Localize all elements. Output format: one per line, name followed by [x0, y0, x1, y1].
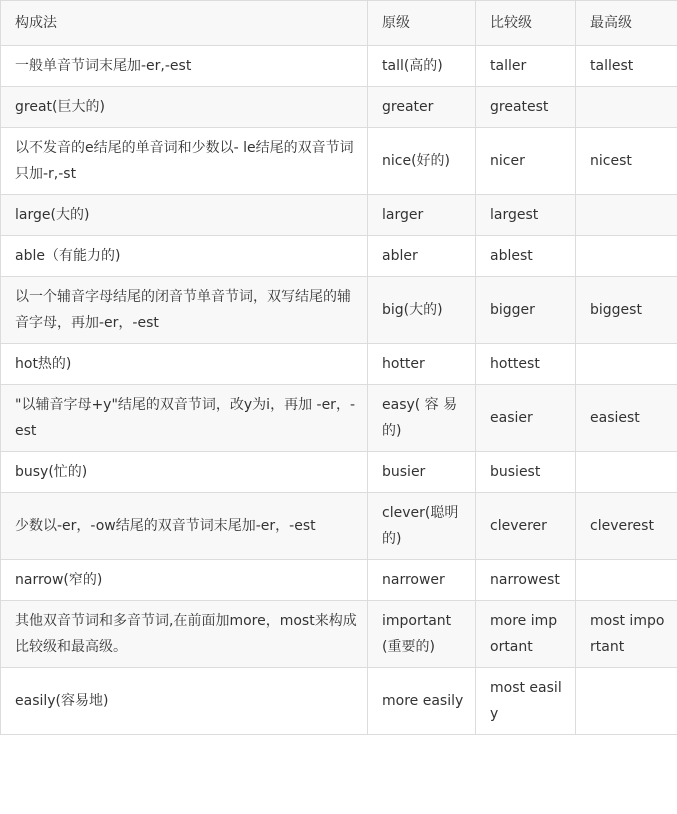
- cell-superlative: easiest: [576, 385, 677, 452]
- cell-positive: easy( 容 易 的): [368, 385, 476, 452]
- cell-positive: abler: [368, 236, 476, 277]
- cell-comparative: busiest: [476, 452, 576, 493]
- header-comparative: 比较级: [476, 1, 576, 46]
- cell-positive: hotter: [368, 344, 476, 385]
- cell-formation: great(巨大的): [1, 87, 368, 128]
- cell-positive: larger: [368, 195, 476, 236]
- cell-formation: able（有能力的): [1, 236, 368, 277]
- cell-positive: busier: [368, 452, 476, 493]
- cell-formation: hot热的): [1, 344, 368, 385]
- cell-superlative: tallest: [576, 46, 677, 87]
- header-superlative: 最高级: [576, 1, 677, 46]
- cell-formation: "以辅音字母+y"结尾的双音节词，改y为i，再加 -er，-est: [1, 385, 368, 452]
- cell-formation: narrow(窄的): [1, 560, 368, 601]
- cell-formation: easily(容易地): [1, 668, 368, 735]
- cell-comparative: bigger: [476, 277, 576, 344]
- cell-formation: 一般单音节词末尾加-er,-est: [1, 46, 368, 87]
- cell-comparative: nicer: [476, 128, 576, 195]
- cell-superlative: [576, 344, 677, 385]
- table-row: [1, 344, 677, 385]
- cell-positive: greater: [368, 87, 476, 128]
- cell-superlative: cleverest: [576, 493, 677, 560]
- table-row: [1, 493, 677, 560]
- table-row: [1, 385, 677, 452]
- cell-superlative: biggest: [576, 277, 677, 344]
- cell-formation: busy(忙的): [1, 452, 368, 493]
- table-row: [1, 601, 677, 668]
- cell-comparative: most easily: [476, 668, 576, 735]
- cell-superlative: [576, 87, 677, 128]
- cell-comparative: taller: [476, 46, 576, 87]
- table-row: [1, 277, 677, 344]
- cell-formation: 少数以-er，-ow结尾的双音节词末尾加-er，-est: [1, 493, 368, 560]
- cell-comparative: hottest: [476, 344, 576, 385]
- cell-superlative: [576, 195, 677, 236]
- header-positive: 原级: [368, 1, 476, 46]
- cell-comparative: narrowest: [476, 560, 576, 601]
- table-row: [1, 87, 677, 128]
- cell-positive: big(大的): [368, 277, 476, 344]
- cell-comparative: more important: [476, 601, 576, 668]
- cell-comparative: easier: [476, 385, 576, 452]
- cell-superlative: nicest: [576, 128, 677, 195]
- cell-comparative: greatest: [476, 87, 576, 128]
- cell-formation: 以不发音的e结尾的单音词和少数以- le结尾的双音节词只加-r,-st: [1, 128, 368, 195]
- cell-formation: 其他双音节词和多音节词,在前面加more，most来构成比较级和最高级。: [1, 601, 368, 668]
- table-row: [1, 46, 677, 87]
- cell-positive: more easily: [368, 668, 476, 735]
- table-body: [1, 46, 677, 735]
- table-row: [1, 668, 677, 735]
- table-row: [1, 128, 677, 195]
- header-row: [1, 1, 677, 46]
- cell-positive: tall(高的): [368, 46, 476, 87]
- cell-formation: large(大的): [1, 195, 368, 236]
- cell-superlative: [576, 236, 677, 277]
- cell-comparative: ablest: [476, 236, 576, 277]
- header-formation: 构成法: [1, 1, 368, 46]
- cell-positive: important (重要的): [368, 601, 476, 668]
- cell-comparative: largest: [476, 195, 576, 236]
- cell-positive: nice(好的): [368, 128, 476, 195]
- cell-superlative: [576, 452, 677, 493]
- table-row: [1, 452, 677, 493]
- cell-comparative: cleverer: [476, 493, 576, 560]
- table-header: [1, 1, 677, 46]
- cell-positive: narrower: [368, 560, 476, 601]
- cell-positive: clever(聪明的): [368, 493, 476, 560]
- table-row: [1, 560, 677, 601]
- cell-superlative: [576, 668, 677, 735]
- cell-formation: 以一个辅音字母结尾的闭音节单音节词，双写结尾的辅音字母，再加-er，-est: [1, 277, 368, 344]
- cell-superlative: most important: [576, 601, 677, 668]
- table-row: [1, 236, 677, 277]
- table-row: [1, 195, 677, 236]
- cell-superlative: [576, 560, 677, 601]
